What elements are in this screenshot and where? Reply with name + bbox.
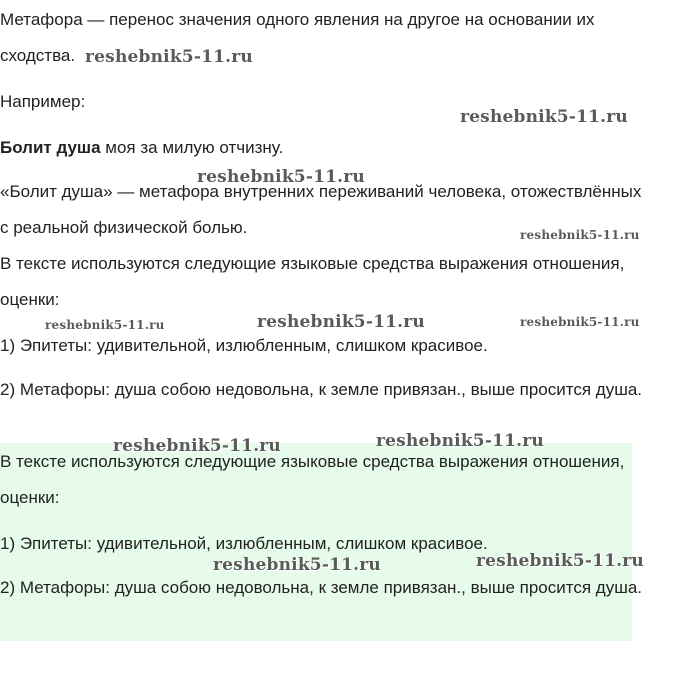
section2-metaphors: 2) Метафоры: душа собою недовольна, к земле привязан., выше просится душа. [0,578,643,597]
section2-epithets: 1) Эпитеты: удивительной, излюбленным, слишком красивое. [0,534,488,553]
explanation-paragraph: «Болит душа» — метафора внутренних переживаний человека, отожествлённых с реальной физической болью. [0,182,642,237]
watermark: reshebnik5-11.ru [376,431,544,451]
definition-paragraph: Метафора — перенос значения одного явления на другое на основании их сходства. [0,10,595,65]
watermark: reshebnik5-11.ru [213,555,381,575]
watermark: reshebnik5-11.ru [85,47,253,67]
section2-intro: В тексте используются следующие языковые средства выражения отношения, оценки: [0,452,625,507]
example-rest: моя за милую отчизну. [100,138,284,157]
watermark: reshebnik5-11.ru [197,167,365,187]
watermark: reshebnik5-11.ru [460,107,628,127]
example-bold-phrase: Болит душа [0,138,101,157]
example-line [0,130,650,166]
watermark: reshebnik5-11.ru [476,551,644,571]
section1-intro: В тексте используются следующие языковые средства выражения отношения, оценки: [0,254,625,309]
watermark: reshebnik5-11.ru [520,315,640,329]
section1-epithets: 1) Эпитеты: удивительной, излюбленным, слишком красивое. [0,336,488,355]
watermark: reshebnik5-11.ru [257,312,425,332]
example-label: Например: [0,92,86,111]
watermark: reshebnik5-11.ru [520,228,640,242]
watermark: reshebnik5-11.ru [45,318,165,332]
section1-metaphors: 2) Метафоры: душа собою недовольна, к земле привязан., выше просится душа. [0,380,643,399]
watermark: reshebnik5-11.ru [113,436,281,456]
